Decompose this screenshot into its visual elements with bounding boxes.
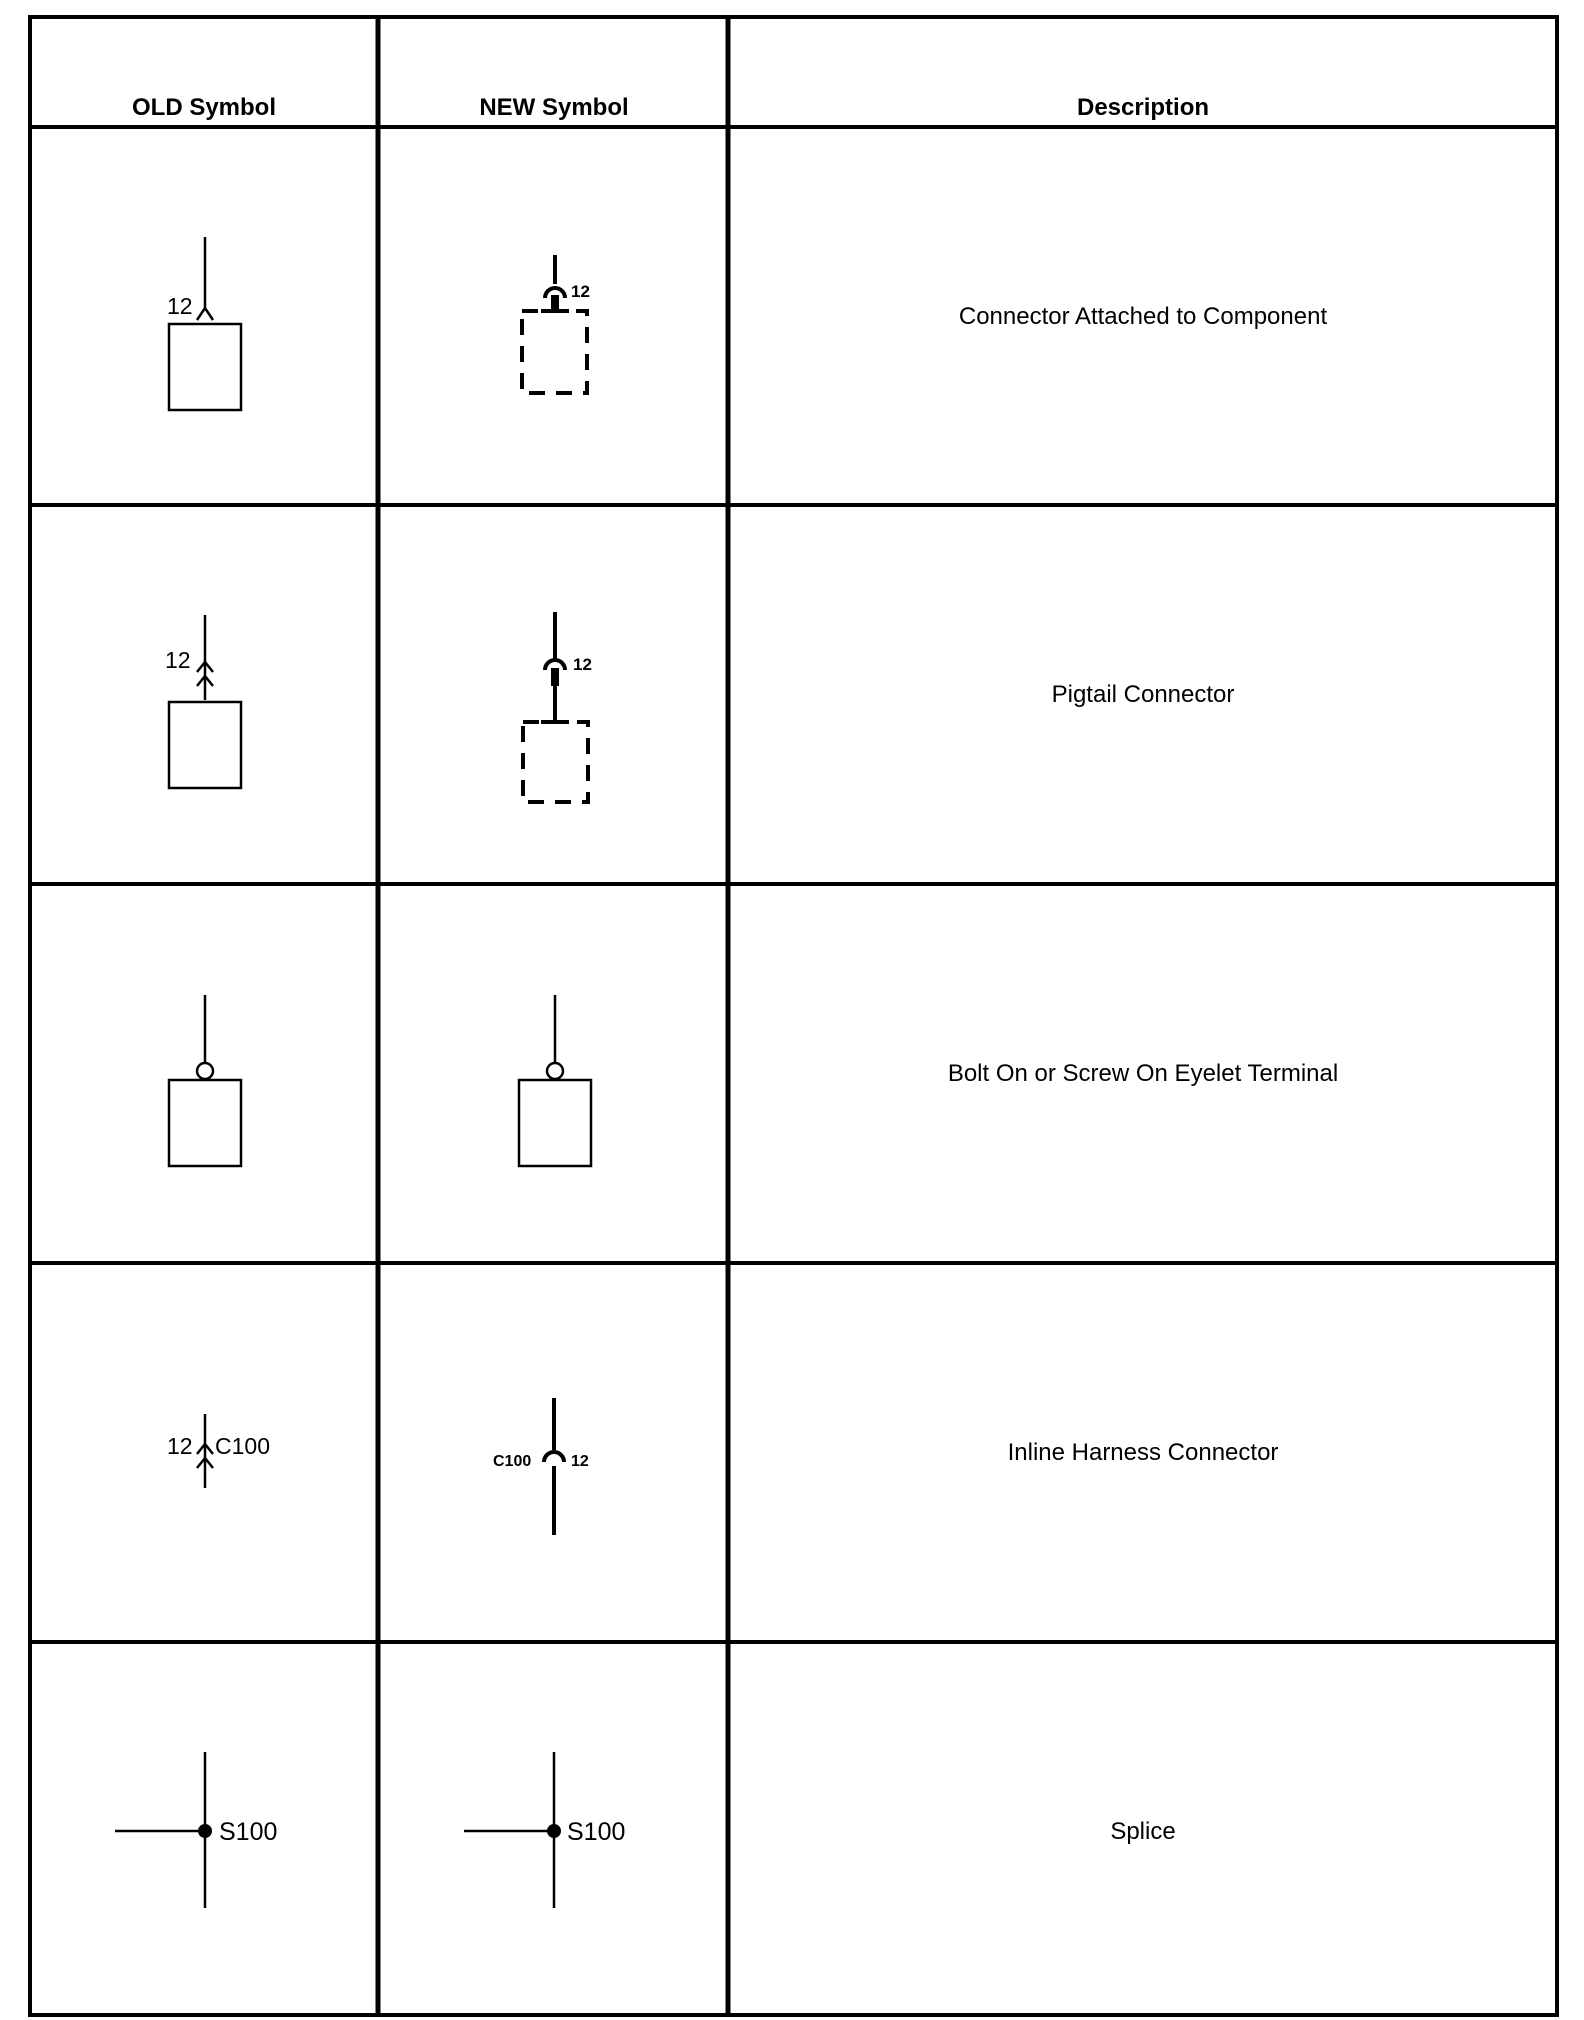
connector-label: C100 xyxy=(215,1433,270,1459)
pin-label: 12 xyxy=(167,1433,193,1459)
header-description: Description xyxy=(1076,94,1210,121)
splice-label: S100 xyxy=(567,1818,626,1846)
header-old-symbol: OLD Symbol xyxy=(131,94,277,121)
old-symbol-splice xyxy=(115,1752,277,1908)
old-symbol-pigtail xyxy=(165,615,241,788)
table-grid xyxy=(30,17,1557,2015)
old-symbol-connector-attached xyxy=(167,237,241,410)
old-symbol-eyelet xyxy=(169,995,241,1166)
description-splice: Splice xyxy=(1110,1818,1176,1845)
connector-label: C100 xyxy=(493,1453,532,1470)
new-symbol-connector-attached xyxy=(522,255,590,393)
pin-label: 12 xyxy=(165,647,191,673)
new-symbol-eyelet xyxy=(519,995,591,1166)
description-connector-attached: Connector Attached to Component xyxy=(958,303,1328,330)
pin-label: 12 xyxy=(167,293,193,319)
description-inline-harness: Inline Harness Connector xyxy=(1007,1439,1279,1466)
old-symbol-inline-harness xyxy=(167,1414,270,1488)
pin-label: 12 xyxy=(571,1453,589,1470)
description-eyelet: Bolt On or Screw On Eyelet Terminal xyxy=(947,1060,1339,1087)
new-symbol-splice xyxy=(464,1752,625,1908)
header-new-symbol: NEW Symbol xyxy=(479,94,629,121)
pin-label: 12 xyxy=(573,655,592,674)
new-symbol-inline-harness xyxy=(493,1398,589,1535)
new-symbol-pigtail xyxy=(523,612,592,802)
description-pigtail: Pigtail Connector xyxy=(1051,681,1235,708)
splice-label: S100 xyxy=(219,1818,278,1846)
pin-label: 12 xyxy=(571,282,590,301)
